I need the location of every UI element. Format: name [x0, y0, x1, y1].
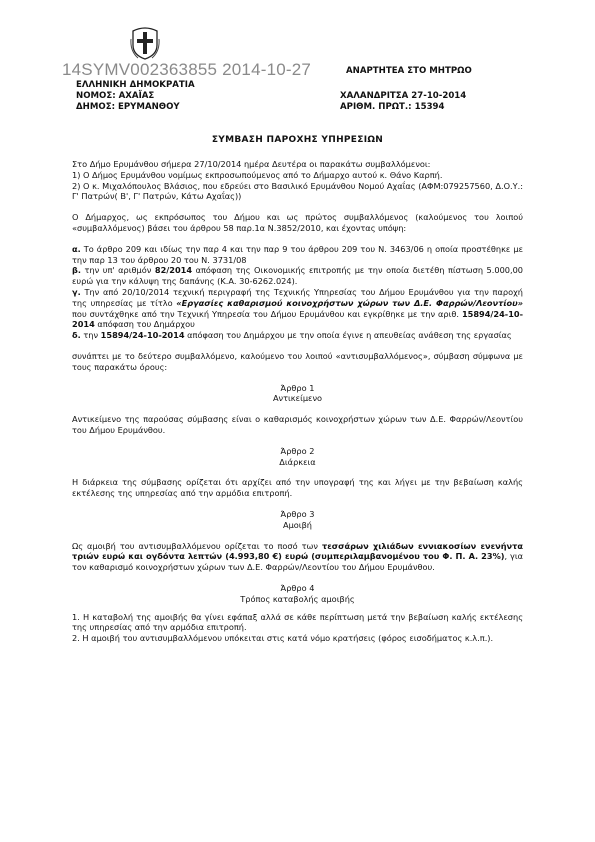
intro-line-3: 2) Ο κ. Μιχαλόπουλος Βλάσιος, που εδρεύει στο Βασιλικό Ερυμάνθου Νομού Αχαΐας (ΑΦΜ:079257560, Δ.Ο.Υ.: Γ' Πατρών( Β', Γ' Πατρών, Κάτω Αχαΐας))	[72, 180, 523, 202]
article-3-number: Άρθρο 3	[280, 508, 315, 519]
article-3-amount: τεσσάρων χιλιάδων εννιακοσίων ενενήντα τριών ευρώ και ογδόντα λεπτών (4.993,80 €) ευρώ (συμπεριλαμβανομένου του Φ. Π. Α. 23%)	[72, 540, 523, 562]
document-body	[72, 159, 523, 644]
consideration-c-pre: Την από 20/10/2014 τεχνική περιγραφή της Τεχνικής Υπηρεσίας του Δήμου Ερυμάνθου για την παροχή της υπηρεσίας με τίτλο	[72, 286, 523, 308]
article-4-title: Τρόπος καταβολής αμοιβής	[240, 593, 355, 604]
article-3-pre: Ως αμοιβή του αντισυμβαλλόμενου ορίζεται το ποσό των	[72, 540, 318, 551]
header-country: ΕΛΛΗΝΙΚΗ ΔΗΜΟΚΡΑΤΙΑ	[76, 80, 195, 90]
header-place-date: ΧΑΛΑΝΔΡΙΤΣΑ 27-10-2014	[340, 91, 467, 101]
consideration-c-decision: 15894/24-10-2014	[72, 308, 523, 330]
ada-watermark: 14SYMV002363855 2014-10-27	[62, 60, 312, 79]
consideration-d-pre: την	[83, 330, 99, 341]
article-3-post: , για τον καθαρισμό κοινοχρήστων χώρων των Δ.Ε. Φαρρών/Λεοντίου του Δήμου Ερυμάνθου.	[72, 551, 524, 573]
article-4-paragraph-2: 2. Η αμοιβή του αντισυμβαλλόμενου υπόκειται στις κατά νόμο κρατήσεις (φόρος εισοδήματος κ.λ.π.).	[72, 633, 494, 644]
mayor-paragraph: Ο Δήμαρχος, ως εκπρόσωπος του Δήμου και ως πρώτος συμβαλλόμενος (καλούμενος του λοιπού «συμβαλλόμενος) βάσει του άρθρου 58 παρ.1α Ν.3852/2010, και έχοντας υπόψη:	[72, 212, 523, 233]
consideration-c-label: γ.	[72, 286, 81, 297]
consideration-c	[72, 287, 523, 330]
consideration-b-label: β.	[72, 265, 81, 276]
header-municipality: ΔΗΜΟΣ: ΕΡΥΜΑΝΘΟΥ	[76, 102, 180, 112]
consideration-d-post: απόφαση του Δημάρχου με την οποία έγινε η απευθείας ανάθεση της εργασίας	[187, 330, 512, 341]
consideration-d	[72, 330, 523, 341]
agreement-paragraph: συνάπτει με το δεύτερο συμβαλλόμενο, καλούμενο του λοιπού «αντισυμβαλλόμενος», σύμβαση σύμφωνα με τους παρακάτω όρους:	[72, 350, 523, 372]
header-registry: ΑΝΑΡΤΗΤΕΑ ΣΤΟ ΜΗΤΡΩΟ	[346, 66, 472, 76]
article-4-number: Άρθρο 4	[280, 582, 315, 593]
consideration-d-label: δ.	[72, 330, 81, 341]
intro-line-1: Στο Δήμο Ερυμάνθου σήμερα 27/10/2014 ημέρα Δευτέρα οι παρακάτω συμβαλλόμενοι:	[72, 159, 431, 169]
header-protocol: ΑΡΙΘΜ. ΠΡΩΤ.: 15394	[340, 102, 445, 112]
article-1-text: Αντικείμενο της παρούσας σύμβασης είναι ο καθαρισμός κοινοχρήστων χώρων των Δ.Ε. Φαρρών/Λεοντίου του Δήμου Ερυμάνθου.	[72, 414, 523, 435]
article-2-number: Άρθρο 2	[280, 445, 315, 456]
article-1-title: Αντικείμενο	[272, 393, 323, 404]
consideration-a-label: α.	[72, 243, 81, 254]
greek-emblem-icon	[130, 25, 160, 61]
article-3-text	[72, 541, 523, 573]
consideration-b-post: απόφαση της Οικονομικής επιτροπής με την οποία διετέθη πίστωση 5.000,00 ευρώ για την κάλυψη της δαπάνης (Κ.Α. 30-6262.024).	[72, 265, 524, 287]
consideration-c-post: απόφαση του Δημάρχου	[97, 319, 195, 330]
consideration-a-text: Το άρθρο 209 και ιδίως την παρ 4 και την παρ 9 του άρθρου 209 του Ν. 3463/06 η οποία προστέθηκε με την παρ 13 του άρθρου 20 του Ν. 3731/08	[72, 243, 524, 265]
article-2-title: Διάρκεια	[279, 456, 316, 467]
article-3-title: Αμοιβή	[282, 519, 312, 530]
header-prefecture: ΝΟΜΟΣ: ΑΧΑΪΑΣ	[76, 91, 155, 101]
intro-line-2: 1) Ο Δήμος Ερυμάνθου νομίμως εκπροσωπούμενος από το Δήμαρχο αυτού κ. Θάνο Καρπή.	[72, 169, 443, 180]
consideration-c-mid: που συντάχθηκε από την Τεχνική Υπηρεσία του Δήμου Ερυμάνθου και εγκρίθηκε με την αριθ.	[72, 308, 459, 319]
consideration-d-bold: 15894/24-10-2014	[100, 330, 185, 341]
consideration-b-pre: την υπ' αριθμόν	[84, 265, 152, 276]
article-4-paragraph-1: 1. Η καταβολή της αμοιβής θα γίνει εφάπαξ αλλά σε κάθε περίπτωση μετά την βεβαίωση καλής εκτέλεσης της υπηρεσίας από την αρμόδια επιτροπή.	[72, 611, 523, 633]
article-1-number: Άρθρο 1	[280, 382, 315, 393]
consideration-b-bold: 82/2014	[154, 265, 193, 276]
consideration-a	[72, 244, 523, 266]
consideration-c-title: «Εργασίες καθαρισμού κοινοχρήστων χώρων των Δ.Ε. Φαρρών/Λεοντίου»	[176, 297, 523, 308]
article-2-text: Η διάρκεια της σύμβασης ορίζεται ότι αρχίζει από την υπογραφή της και λήγει με την βεβαίωση καλής εκτέλεσης της υπηρεσίας από την αρμόδια επιτροπή.	[72, 477, 523, 499]
consideration-b	[72, 265, 523, 287]
document-title: ΣΥΜΒΑΣΗ ΠΑΡΟΧΗΣ ΥΠΗΡΕΣΙΩΝ	[211, 135, 384, 145]
